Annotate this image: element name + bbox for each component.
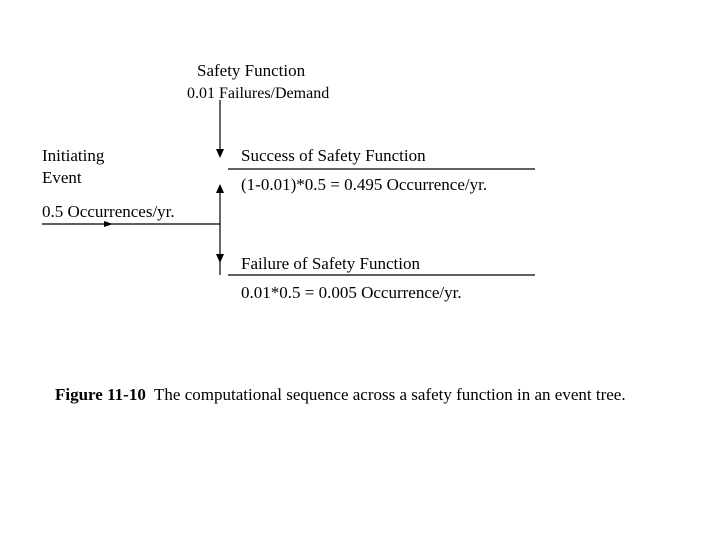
initiating-event-label-line2: Event bbox=[42, 168, 82, 187]
failure-branch-calculation: 0.01*0.5 = 0.005 Occurrence/yr. bbox=[241, 283, 462, 302]
failure-branch-label: Failure of Safety Function bbox=[241, 254, 420, 273]
initiating-event-label-line1: Initiating bbox=[42, 146, 105, 165]
safety-function-rate: 0.01 Failures/Demand bbox=[187, 85, 330, 102]
success-branch-label: Success of Safety Function bbox=[241, 146, 426, 165]
failure-branch-arrow-head bbox=[216, 254, 224, 263]
safety-function-title: Safety Function bbox=[197, 61, 306, 80]
success-branch-arrow-head bbox=[216, 184, 224, 193]
initiating-event-frequency: 0.5 Occurrences/yr. bbox=[42, 202, 175, 221]
figure-caption bbox=[55, 383, 655, 406]
success-branch-calculation: (1-0.01)*0.5 = 0.495 Occurrence/yr. bbox=[241, 175, 488, 194]
demand-arrow-head bbox=[216, 149, 224, 158]
figure-number: Figure 11-10 bbox=[55, 385, 146, 404]
figure-caption-text: The computational sequence across a safety function in an event tree. bbox=[154, 385, 626, 404]
